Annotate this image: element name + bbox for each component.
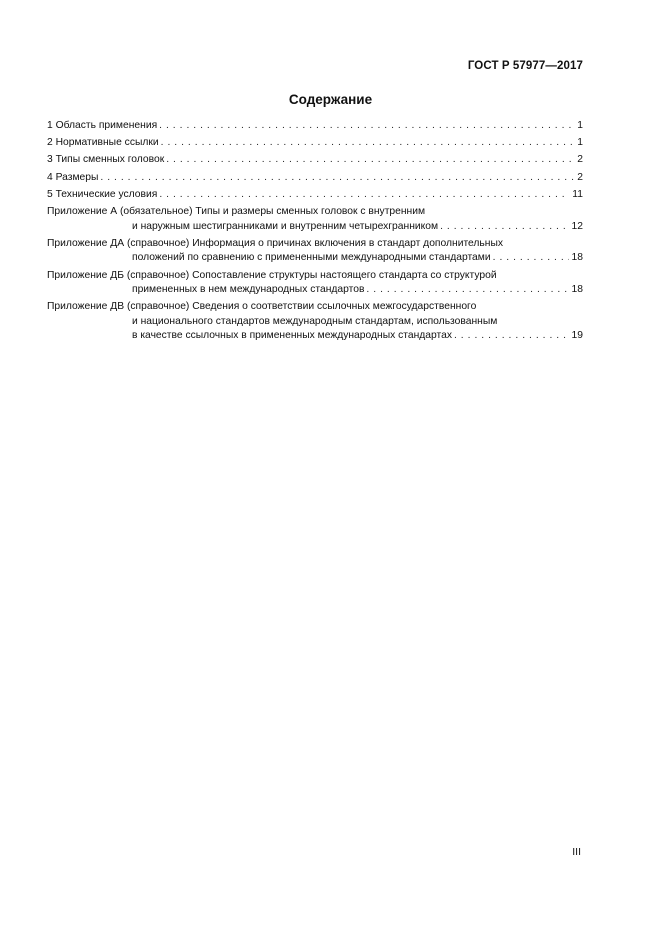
toc-entry-2[interactable]: 2 Нормативные ссылки . . . 1 bbox=[47, 136, 583, 151]
toc-page-number: 18 bbox=[571, 252, 583, 264]
appendix-prefix: Приложение ДВ (справочное) bbox=[47, 301, 190, 313]
toc-appendix-db[interactable]: Приложение ДБ (справочное) Сопоставление структуры настоящего стандарта со структурой примененных в нем международных стандартов . . . 18 bbox=[47, 269, 583, 298]
toc-entry-4[interactable]: 4 Размеры . . . 2 bbox=[47, 171, 583, 186]
toc-entry-1[interactable]: 1 Область применения . . . 1 bbox=[47, 119, 583, 134]
toc-page-number: 18 bbox=[571, 284, 583, 296]
toc-page-number: 1 bbox=[577, 120, 583, 131]
appendix-prefix: Приложение А (обязательное) bbox=[47, 205, 193, 217]
toc-page-number: 12 bbox=[571, 220, 583, 232]
toc-appendix-a[interactable]: Приложение А (обязательное) Типы и размеры сменных головок с внутренним и наружным шестигранниками и внутренним четырехгранником . . . 12 bbox=[47, 205, 583, 234]
toc-entry-3[interactable]: 3 Типы сменных головок . . . 2 bbox=[47, 153, 583, 168]
appendix-prefix: Приложение ДБ (справочное) bbox=[47, 269, 190, 281]
toc-page-number: 11 bbox=[572, 188, 583, 200]
toc-appendix-da[interactable]: Приложение ДА (справочное) Информация о причинах включения в стандарт дополнительных положений по сравнению с примененными международными стандартами . . . 18 bbox=[47, 237, 583, 266]
toc-page-number: 1 bbox=[577, 137, 583, 149]
table-of-contents bbox=[47, 119, 583, 347]
toc-entry-5[interactable]: 5 Технические условия . . . 11 bbox=[47, 188, 583, 203]
appendix-prefix: Приложение ДА (справочное) bbox=[47, 237, 190, 249]
document-code: ГОСТ Р 57977—2017 bbox=[467, 60, 583, 72]
toc-page-number: 19 bbox=[571, 330, 583, 342]
page-number: III bbox=[572, 846, 581, 858]
toc-page-number: 2 bbox=[577, 154, 583, 166]
toc-page-number: 2 bbox=[577, 171, 583, 183]
toc-appendix-dv[interactable]: Приложение ДВ (справочное) Сведения о соответствии ссылочных межгосударственного и национального стандартов международным стандартам, использованным в качестве ссылочных в примененных международных стандартах . . . 19 bbox=[47, 300, 583, 344]
toc-title: Содержание bbox=[288, 92, 373, 107]
